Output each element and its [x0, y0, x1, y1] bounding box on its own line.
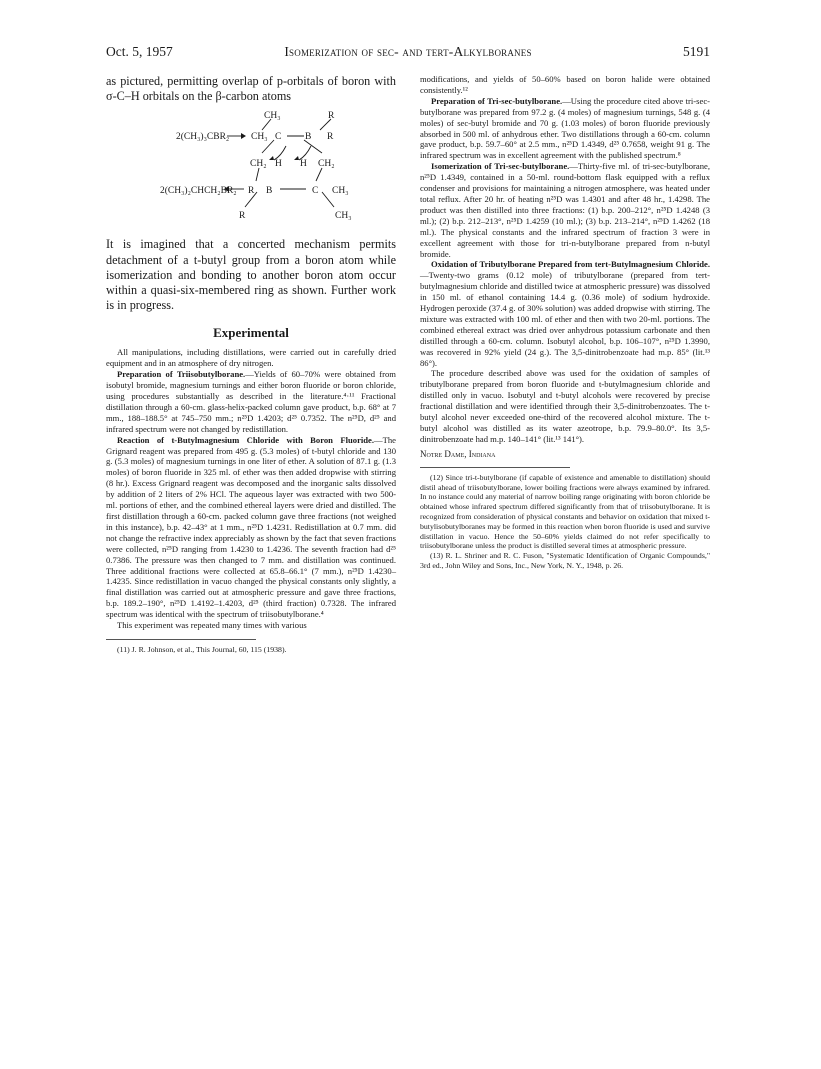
exp-para-2-head: Preparation of Triisobutylborane.: [117, 369, 246, 380]
footnote-11: (11) J. R. Johnson, et al., This Journal, 60, 115 (1938).: [117, 644, 287, 654]
procedure-paragraph: The procedure described above was used for the oxidation of samples of tributylborane prepared from boron fluoride and t-butylmagnesium chloride and distilled only in vacuo. Isobutyl and t-butyl alcohols were recovered by precise fractional distillation and were identified through their 3,5-dinitrobenzoates. The t-butyl alcohol never exceeded one-third of the recovered alcohol mixture. The t-butyl alcohol was distilled as its water azeotrope, b.p. 79.9–80.0°. Its 3,5-dinitrobenzoate had m.p. 140–141° (lit.¹³ 141°).: [420, 368, 710, 444]
exp-para-3-body: —The Grignard reagent was prepared from 495 g. (5.3 moles) of t-butyl chloride and 130 g. (5.3 moles) of magnesium turnings in one liter of ether. A solution of 87.1 g. (1.3 moles) of boron fluoride in 325 ml. of ether was then added dropwise with stirring (8 hr.). Excess Grignard reagent was decomposed and the inorganic salts dissolved by addition of 2 liters of 2% HCl. The aqueous layer was extracted with two 500-ml. portions of ether, and the combined ethereal layers were dried and distilled. The first distillation through a 60-cm. packed column gave three fractions (not weighed in this instance), b.p. 42–43° at 1 mm., n²⁵D 1.4231. Redistillation at 0.7 mm. did not change the refractive index appreciably as shown by the fact that seven fractions were collected, n²⁵D ranging from 1.4230 to 1.4236. The seventh fraction had d²⁵ 0.7386. The pressure was then changed to 7 mm. and distillation was continued. Three additional fractions were collected at 65.8–66.1° (7 mm.), n²⁵D 1.4230–1.4235. Since redistillation in vacuo changed the physical constants only slightly, a final distillation was carried out at atmospheric pressure and gave three fractions, b.p. 189.2–190°, n²⁵D 1.4192–1.4203, d²⁵ (third fraction) 0.7328. The infrared spectrum was identical with the spectrum of triisobutylborane.⁴: [106, 434, 396, 620]
author-location: Notre Dame, Indiana: [420, 448, 496, 459]
scheme-label: B: [266, 186, 273, 197]
oxidation-body: —Twenty-two grams (0.12 mole) of tributylborane (prepared from tert-butylmagnesium chloride and distilled twice at atmospheric pressure) was dissolved in 150 ml. of ethanol containing 14.4 g. (0.36 mole) of sodium hydroxide. Hydrogen peroxide (37.4 g. of 30% solution) was added dropwise with stirring. The mixture was extracted with 100 ml. of ether and then with two 20-ml. portions. The combined ethereal extract was dried over anhydrous potassium carbonate and then distilled through a 60-cm. column. Isobutyl alcohol, b.p. 106–107°, n²⁵D 1.3990, was recovered in 92% yield (24 g.). The 3,5-dinitrobenzoate had m.p. 85° (lit.¹³ 86°).: [420, 270, 710, 368]
exp-para-1: All manipulations, including distillations, were carried out in carefully dried equipment and in an atmosphere of dry nitrogen.: [106, 347, 396, 369]
experimental-heading: Experimental: [213, 325, 289, 341]
scheme-label: R: [327, 132, 334, 143]
intro-paragraph: as pictured, permitting overlap of p-orbitals of boron with σ-C–H orbitals on the β-carbon atoms: [106, 74, 396, 104]
scheme-label: CH₂: [250, 159, 267, 170]
scheme-label: C: [275, 132, 282, 143]
concerted-paragraph: It is imagined that a concerted mechanism permits detachment of a t-butyl group from a boron atom while isomerization and bonding to another boron atom occur within a quasi-six-membered ring as shown. Further work is in progress.: [106, 237, 396, 313]
scheme-label: C: [312, 186, 319, 197]
scheme-label: CH₃: [335, 211, 352, 222]
exp-para-3-head: Reaction of t-Butylmagnesium Chloride with Boron Fluoride.: [117, 434, 375, 445]
running-header: [106, 44, 710, 66]
continued-paragraph: modifications, and yields of 50–60% based on boron halide were obtained consistently.¹²: [420, 74, 710, 95]
tri-sec-prep-body: —Using the procedure cited above tri-sec-butylborane was prepared from 97.2 g. (4 moles) of magnesium turnings, 548 g. (4 moles) of sec-butyl bromide and 70 g. (1.03 moles) of boron fluoride previously absorbed in 500 ml. of anhydrous ether. Two distillations through a 60-cm. column gave product, b.p. 59.7–60° at 2.5 mm., n²⁵D 1.4349, d²⁵ 0.7658, weight 91 g. The infrared spectrum was in excellent agreement with the published spectrum.⁸: [420, 95, 710, 161]
exp-para-2-body: —Yields of 60–70% were obtained from isobutyl bromide, magnesium turnings and either boron fluoride or boron chloride, using procedures substantially as described in the literature.⁴·¹¹ Fractional distillation through a 60-cm. glass-helix-packed column gave product, b.p. 68° at 7 mm., 188–188.5° at 745–750 mm.; n²⁵D 1.4203; d²⁵ 0.7352. The n²⁵D, d²⁵ and infrared spectrum were not changed by redistillation.: [106, 369, 396, 434]
isomerization-body: —Thirty-five ml. of tri-sec-butylborane, n²⁵D 1.4349, contained in a 50-ml. round-bottom flask equipped with a reflux condenser and provisions for maintaining a nitrogen atmosphere, was heated under total reflux. After 20 hr. of heating n²⁵D was 1.4301 and after 48 hr., 1.4298. The product was then distilled into three fractions: (1) b.p. 200–212°, n²⁵D 1.4248 (3 ml.); (2) b.p. 212–213°, n²⁵D 1.4259 (10 ml.); (3) b.p. 213–214°, n²⁵D 1.4262 (18 ml.). The physical constants and the infrared spectrum of fraction 3 were in excellent agreement with those for tri-n-butylborane prepared from n-butyl bromide.: [420, 161, 710, 259]
scheme-label: H: [275, 159, 282, 170]
header-date: Oct. 5, 1957: [106, 44, 173, 59]
reaction-scheme: [106, 106, 396, 229]
exp-para-2: [106, 369, 396, 434]
footnote-12: (12) Since tri-t-butylborane (if capable of existence and amenable to distillation) should distil ahead of triisobutylborane, lower boiling fractions were always examined by infrared. In no instance could any material of narrow boiling range originating with boron chloride be obtained whose infrared spectrum differed significantly from that of triisobutylborane. It is recognized from consideration of physical constants and behavior on oxidation that mixed t-butylisobutylboranes may be formed in this reaction when boron fluoride is used and survive distillation in vacuo. Hence the 50–60% yields claimed do not refer specifically to triisobutylborane unless the product is distilled several times at atmospheric pressure.: [420, 472, 710, 551]
footnote-rule: [106, 639, 256, 640]
footnote-rule-right: [420, 467, 570, 468]
journal-page: [106, 44, 710, 654]
header-title: Isomerization of sec- and tert-Alkylboranes: [284, 44, 532, 59]
scheme-label: R: [328, 111, 335, 122]
isomerization-paragraph: [420, 161, 710, 259]
tri-sec-prep-head: Preparation of Tri-sec-butylborane.: [431, 95, 563, 106]
oxidation-head: Oxidation of Tributylborane Prepared from tert-Butylmagnesium Chloride.: [431, 259, 710, 270]
scheme-label: B: [305, 132, 312, 143]
exp-para-4: This experiment was repeated many times with various: [117, 620, 307, 631]
scheme-label: CH₃: [264, 111, 281, 122]
right-column: [420, 74, 710, 571]
footnote-13: (13) R. L. Shriner and R. C. Fuson, "Systematic Identification of Organic Compounds," 3rd ed., John Wiley and Sons, Inc., New York, N. Y., 1948, p. 26.: [420, 551, 710, 570]
scheme-product-bottom: 2(CH₃)₂CHCH₂BR₂: [160, 186, 237, 197]
exp-para-3: [106, 435, 396, 620]
scheme-reagent-top: 2(CH₃)₃CBR₂: [176, 132, 230, 143]
left-column: [106, 74, 396, 655]
scheme-label: CH₃: [332, 186, 349, 197]
scheme-label: CH₃: [251, 132, 268, 143]
header-page-number: 5191: [683, 44, 710, 59]
oxidation-paragraph: [420, 259, 710, 368]
scheme-label: R: [239, 211, 246, 222]
scheme-label: CH₂: [318, 159, 335, 170]
isomerization-head: Isomerization of Tri-sec-butylborane.: [431, 161, 570, 172]
tri-sec-prep-paragraph: [420, 96, 710, 161]
scheme-label: H: [300, 159, 307, 170]
scheme-label: R: [248, 186, 255, 197]
